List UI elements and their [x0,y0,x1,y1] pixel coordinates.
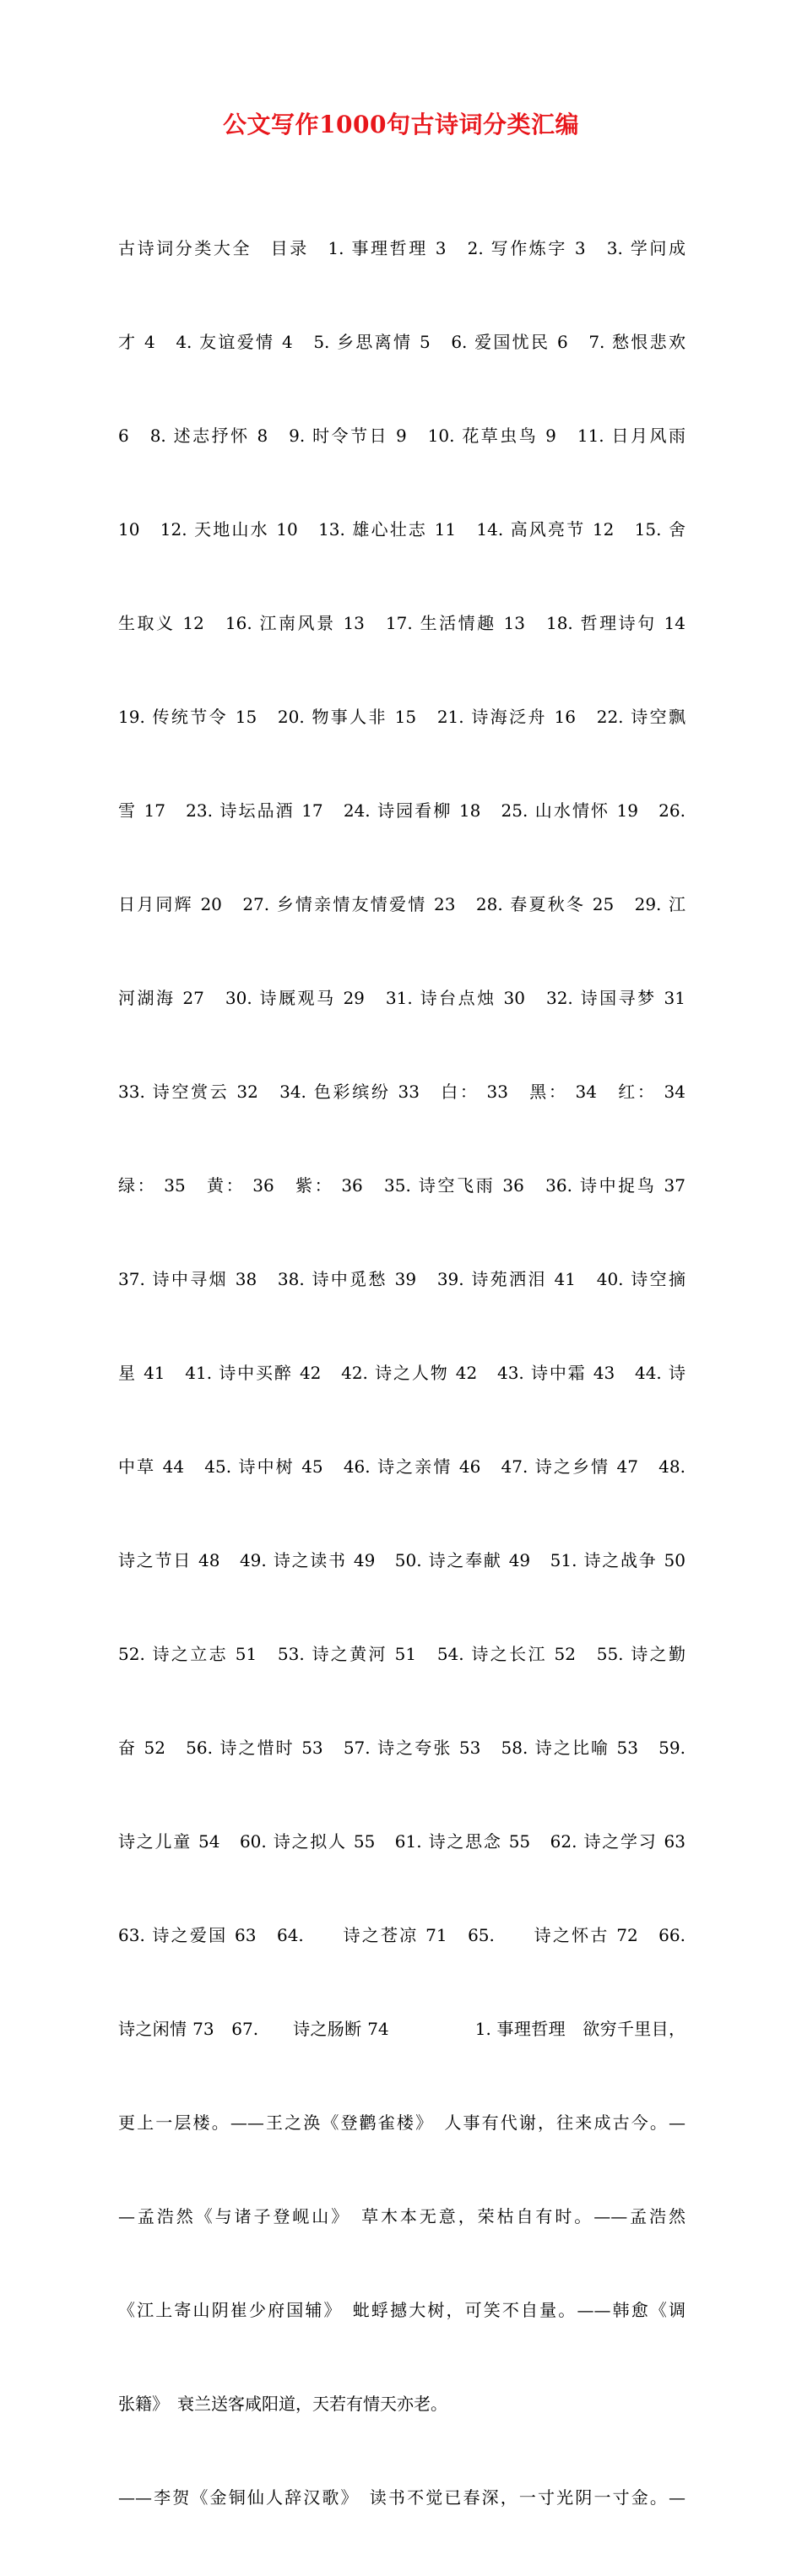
body-line: 《江上寄山阴崔少府国辅》 蚍蜉撼大树，可笑不自量。——韩愈《调 [118,2300,685,2320]
body-line: 63. 诗之爱国 63 64. 诗之苍凉 71 65. 诗之怀古 72 66. [118,1925,685,1945]
body-line: 张籍》 衰兰送客咸阳道，天若有情天亦老。 [118,2394,447,2414]
body-line: 雪 17 23. 诗坛品酒 17 24. 诗园看柳 18 25. 山水情怀 19 26. [118,800,685,821]
body-line: 19. 传统节令 15 20. 物事人非 15 21. 诗海泛舟 16 22. 诗空飘 [118,707,685,727]
body-line: 生取义 12 16. 江南风景 13 17. 生活情趣 13 18. 哲理诗句 14 [118,613,685,633]
body-line: 河湖海 27 30. 诗厩观马 29 31. 诗台点烛 30 32. 诗国寻梦 31 [118,988,685,1008]
body-line: 才 4 4. 友谊爱情 4 5. 乡思离情 5 6. 爱国忧民 6 7. 愁恨悲欢 [118,332,685,352]
body-line: ——李贺《金铜仙人辞汉歌》 读书不觉已春深，一寸光阴一寸金。— [118,2487,685,2508]
body-line: 37. 诗中寻烟 38 38. 诗中觅愁 39 39. 诗苑洒泪 41 40. 诗空摘 [118,1269,685,1289]
body-line: 日月同辉 20 27. 乡情亲情友情爱情 23 28. 春夏秋冬 25 29. 江 [118,894,685,914]
body-line: 诗之节日 48 49. 诗之读书 49 50. 诗之奉献 49 51. 诗之战争 50 [118,1550,685,1570]
body-line: 10 12. 天地山水 10 13. 雄心壮志 11 14. 高风亮节 12 15. 舍 [118,519,685,540]
body-line: 33. 诗空赏云 32 34. 色彩缤纷 33 白： 33 黑： 34 红： 34 [118,1082,685,1102]
body-line: 更上一层楼。——王之涣《登鹳雀楼》 人事有代谢，往来成古今。— [118,2112,685,2133]
document-body [118,171,685,2576]
body-line: —孟浩然《与诸子登岘山》 草木本无意，荣枯自有时。——孟浩然 [118,2206,685,2226]
body-line: 星 41 41. 诗中买醉 42 42. 诗之人物 42 43. 诗中霜 43 44. 诗 [118,1363,685,1383]
document-title: 公文写作1000句古诗词分类汇编 [223,111,579,138]
body-line: 52. 诗之立志 51 53. 诗之黄河 51 54. 诗之长江 52 55. 诗之勤 [118,1644,685,1664]
body-line: 古诗词分类大全 目录 1. 事理哲理 3 2. 写作炼字 3 3. 学问成 [118,238,685,258]
body-line: 诗之儿童 54 60. 诗之拟人 55 61. 诗之思念 55 62. 诗之学习 63 [118,1831,685,1852]
body-line: 绿： 35 黄： 36 紫： 36 35. 诗空飞雨 36 36. 诗中捉鸟 37 [118,1175,685,1196]
body-line: 中草 44 45. 诗中树 45 46. 诗之亲情 46 47. 诗之乡情 47 48. [118,1456,685,1477]
body-line: 奋 52 56. 诗之惜时 53 57. 诗之夸张 53 58. 诗之比喻 53 59. [118,1738,685,1758]
body-line: 6 8. 述志抒怀 8 9. 时令节日 9 10. 花草虫鸟 9 11. 日月风雨 [118,426,685,446]
body-line: 诗之闲情 73 67. 诗之肠断 74 1. 事理哲理 欲穷千里目， [118,2019,685,2039]
